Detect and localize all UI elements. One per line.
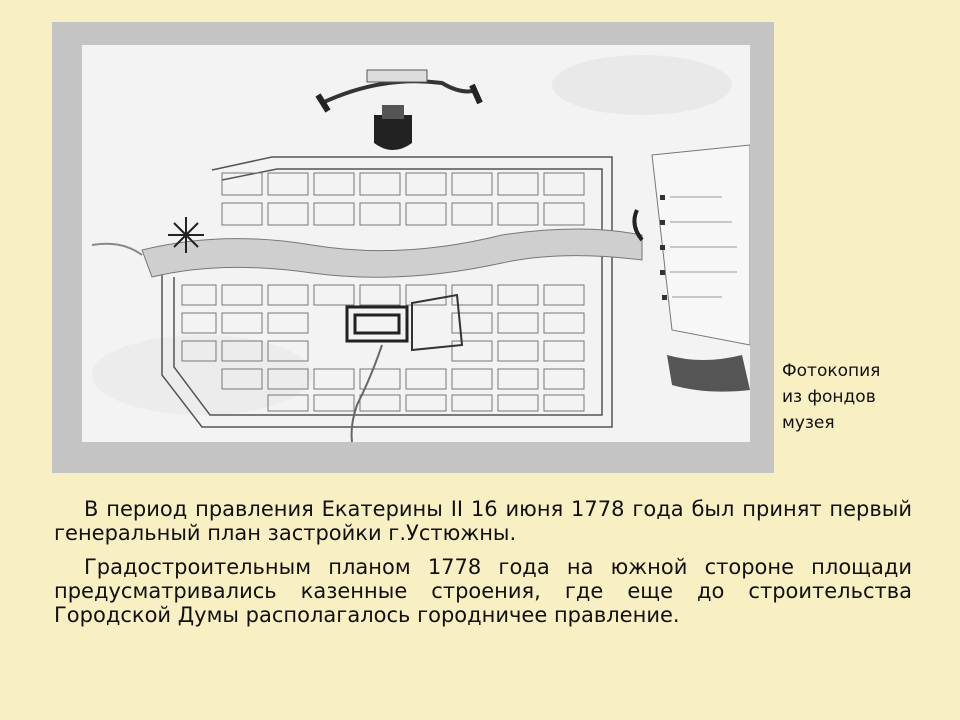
historical-city-plan-photo [82,45,750,442]
paragraph-1: В период правления Екатерины II 16 июня 1778 года был принят первый генеральный план застройки г.Устюжны. [54,497,912,545]
caption-line-3: музея [782,413,835,433]
caption-line-1: Фотокопия [782,361,881,381]
photo-caption [782,358,952,436]
body-text [54,497,912,637]
caption-line-2: из фондов [782,387,876,407]
paragraph-2: Градостроительным планом 1778 года на южной стороне площади предусматривались казенные строения, где еще до строительства Городской Думы располагалось городничее правление. [54,555,912,627]
